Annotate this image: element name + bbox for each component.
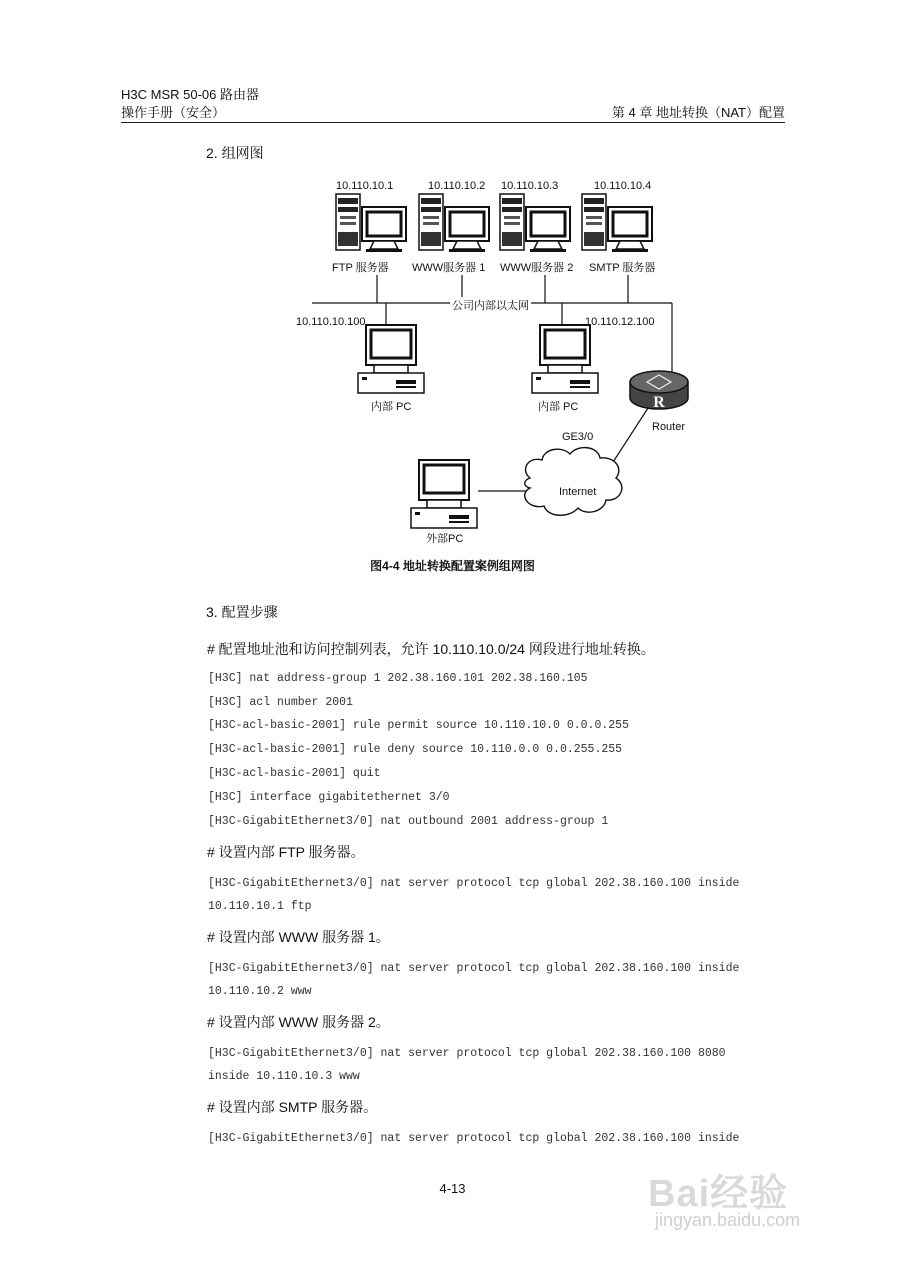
watermark-url: jingyan.baidu.com bbox=[655, 1210, 801, 1230]
step-comment: # 设置内部 SMTP 服务器。 bbox=[207, 1099, 378, 1115]
interface-label: GE3/0 bbox=[562, 431, 594, 443]
pc-icon bbox=[532, 325, 598, 393]
section-title: 2. 组网图 bbox=[206, 145, 264, 161]
external-pc-label: 外部PC bbox=[426, 533, 464, 545]
code-line: [H3C-GigabitEthernet3/0] nat server protocol tcp global 202.38.160.100 inside bbox=[208, 877, 740, 890]
code-line: [H3C-acl-basic-2001] rule permit source 10.110.10.0 0.0.0.255 bbox=[208, 719, 629, 732]
router-label: Router bbox=[652, 421, 686, 433]
server-name: SMTP 服务器 bbox=[589, 262, 656, 274]
watermark-logo: Bai经验 bbox=[648, 1173, 789, 1215]
router-icon bbox=[630, 371, 688, 411]
header-product: H3C MSR 50-06 路由器 bbox=[121, 87, 259, 102]
code-line: 10.110.10.2 www bbox=[208, 985, 312, 998]
code-line: [H3C] interface gigabitethernet 3/0 bbox=[208, 791, 450, 804]
server-name: WWW服务器 1 bbox=[412, 262, 486, 274]
server-ip: 10.110.10.3 bbox=[501, 180, 559, 192]
server-ip: 10.110.10.2 bbox=[428, 180, 486, 192]
pc-ip: 10.110.10.100 bbox=[296, 316, 366, 328]
figure-caption: 图4-4 地址转换配置案例组网图 bbox=[370, 559, 535, 573]
code-line: [H3C-acl-basic-2001] rule deny source 10.110.0.0 0.0.255.255 bbox=[208, 743, 623, 756]
code-line: [H3C-acl-basic-2001] quit bbox=[208, 767, 381, 780]
lan-label: 公司内部以太网 bbox=[450, 297, 531, 313]
section-title: 3. 配置步骤 bbox=[206, 604, 278, 620]
pc-name: 内部 PC bbox=[371, 401, 412, 413]
server-name: WWW服务器 2 bbox=[500, 262, 574, 274]
code-line: [H3C] acl number 2001 bbox=[208, 696, 353, 709]
server-icon bbox=[500, 194, 570, 252]
svg-text:R: R bbox=[653, 394, 665, 411]
server-ip: 10.110.10.1 bbox=[336, 180, 394, 192]
step-comment: # 设置内部 FTP 服务器。 bbox=[207, 844, 365, 860]
step-comment: # 配置地址池和访问控制列表，允许 10.110.10.0/24 网段进行地址转换。 bbox=[207, 641, 655, 657]
code-line: [H3C-GigabitEthernet3/0] nat server protocol tcp global 202.38.160.100 inside bbox=[208, 1132, 740, 1145]
server-ip: 10.110.10.4 bbox=[594, 180, 652, 192]
code-line: inside 10.110.10.3 www bbox=[208, 1070, 360, 1083]
pc-icon bbox=[358, 325, 424, 393]
header-chapter: 第 4 章 地址转换（NAT）配置 bbox=[611, 105, 785, 120]
page-number: 4-13 bbox=[439, 1181, 466, 1196]
header-manual: 操作手册（安全） bbox=[121, 105, 226, 120]
step-comment: # 设置内部 WWW 服务器 1。 bbox=[207, 929, 390, 945]
code-line: [H3C-GigabitEthernet3/0] nat server protocol tcp global 202.38.160.100 8080 bbox=[208, 1047, 726, 1060]
internet-cloud-icon bbox=[525, 448, 622, 516]
internet-label: Internet bbox=[559, 486, 597, 498]
pc-ip: 10.110.12.100 bbox=[585, 316, 655, 328]
server-icon bbox=[336, 194, 406, 252]
server-name: FTP 服务器 bbox=[332, 262, 389, 274]
server-icon bbox=[419, 194, 489, 252]
code-line: [H3C] nat address-group 1 202.38.160.101 202.38.160.105 bbox=[208, 672, 588, 685]
code-line: 10.110.10.1 ftp bbox=[208, 900, 312, 913]
pc-icon bbox=[411, 460, 477, 528]
step-comment: # 设置内部 WWW 服务器 2。 bbox=[207, 1014, 390, 1030]
code-line: [H3C-GigabitEthernet3/0] nat server protocol tcp global 202.38.160.100 inside bbox=[208, 962, 740, 975]
pc-name: 内部 PC bbox=[538, 401, 579, 413]
server-icon bbox=[582, 194, 652, 252]
code-line: [H3C-GigabitEthernet3/0] nat outbound 2001 address-group 1 bbox=[208, 815, 609, 828]
